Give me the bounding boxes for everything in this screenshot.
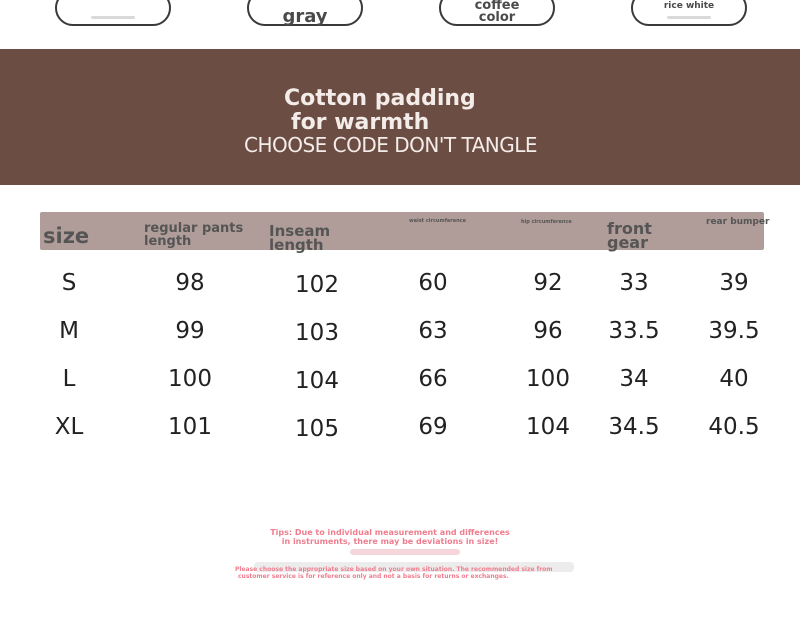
color-option-gray[interactable]	[247, 0, 363, 26]
table-cell: 101	[168, 414, 212, 440]
size-tips	[230, 528, 580, 580]
color-option-label: coffee color	[474, 0, 520, 25]
header-inseam-length: Inseam length	[269, 222, 331, 254]
table-cell: 104	[526, 414, 570, 440]
table-cell: S	[61, 270, 77, 296]
tips-line3-4	[235, 566, 575, 580]
banner-subtitle: CHOOSE CODE DON'T TANGLE	[244, 133, 538, 157]
header-size: size	[43, 224, 90, 248]
table-cell: L	[62, 366, 76, 392]
table-cell: 63	[418, 318, 448, 344]
table-cell: 99	[175, 318, 205, 344]
color-option-rice-white[interactable]	[631, 0, 747, 26]
table-cell: 100	[168, 366, 212, 392]
tips-line3: Please choose the appropriate size based on your own situation. The recommended size from	[235, 566, 553, 573]
table-cell: 33.5	[608, 318, 660, 344]
table-cell: 40	[719, 366, 749, 392]
table-cell: 34.5	[608, 414, 660, 440]
table-cell: 39.5	[708, 318, 760, 344]
table-cell: 103	[295, 320, 339, 346]
color-option-coffee[interactable]	[439, 0, 555, 26]
table-cell: 66	[418, 366, 448, 392]
color-swatch-blur	[667, 16, 711, 19]
table-cell: 69	[418, 414, 448, 440]
table-cell: 105	[295, 416, 339, 442]
tips-line1: Tips: Due to individual measurement and differences	[270, 528, 510, 537]
tips-blur	[350, 549, 460, 555]
header-front-gear: front gear	[607, 219, 652, 252]
header-rear-bumper: rear bumper	[706, 217, 770, 227]
color-swatch-blur	[91, 16, 135, 19]
table-cell: 33	[619, 270, 649, 296]
color-option-label: gray	[282, 6, 328, 27]
table-cell: 100	[526, 366, 570, 392]
table-cell: 92	[533, 270, 563, 296]
table-cell: 39	[719, 270, 749, 296]
tips-line4: customer service is for reference only and not a basis for returns or exchanges.	[238, 573, 509, 580]
table-cell: 60	[418, 270, 448, 296]
banner-title-line1: Cotton padding	[284, 86, 476, 111]
banner-title-line2: for warmth	[291, 110, 430, 135]
header-waist-circumference: waist circumference	[409, 218, 467, 224]
table-cell: XL	[54, 414, 84, 440]
header-regular-pants-length: regular pants length	[144, 221, 244, 249]
tips-line2: in instruments, there may be deviations in size!	[281, 537, 499, 546]
table-cell: 102	[295, 272, 339, 298]
table-cell: 96	[533, 318, 563, 344]
color-option-label: rice white	[663, 1, 715, 11]
table-cell: 98	[175, 270, 205, 296]
table-cell: 34	[619, 366, 649, 392]
color-option-sportswindbreaker[interactable]	[55, 0, 171, 26]
table-cell: 104	[295, 368, 339, 394]
table-cell: 40.5	[708, 414, 760, 440]
header-hip-circumference: hip circumference	[521, 219, 572, 225]
table-cell: M	[59, 318, 79, 344]
banner-title	[284, 87, 476, 135]
warmth-banner	[0, 49, 800, 185]
